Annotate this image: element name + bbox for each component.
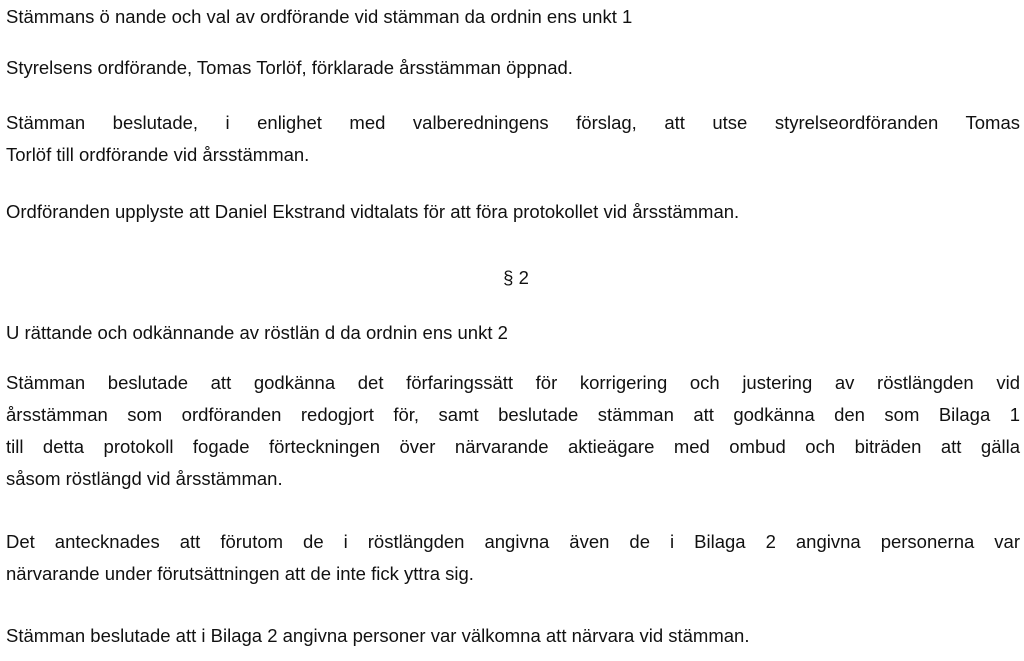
section1-paragraph-2-line-1: Stämman beslutade, i enlighet med valberedningens förslag, att utse styrelseordföranden Tomas — [6, 112, 1020, 133]
section2-paragraph-3: Stämman beslutade att i Bilaga 2 angivna personer var välkomna att närvara vid stämman. — [6, 625, 750, 646]
section2-paragraph-2-line-2: närvarande under förutsättningen att de inte fick yttra sig. — [6, 563, 474, 584]
section2-paragraph-1-line-2: årsstämman som ordföranden redogjort för, samt beslutade stämman att godkänna den som Bilaga 1 — [6, 404, 1020, 425]
section2-paragraph-1-line-4: såsom röstlängd vid årsstämman. — [6, 468, 283, 489]
section2-paragraph-1-line-3: till detta protokoll fogade förteckningen över närvarande aktieägare med ombud och biträden att gälla — [6, 436, 1020, 457]
section2-heading: U rättande och odkännande av röstlän d da ordnin ens unkt 2 — [6, 322, 508, 343]
section2-number: § 2 — [503, 267, 529, 288]
section1-heading: Stämmans ö nande och val av ordförande vid stämman da ordnin ens unkt 1 — [6, 6, 633, 27]
section1-paragraph-1: Styrelsens ordförande, Tomas Torlöf, förklarade årsstämman öppnad. — [6, 57, 573, 78]
section2-paragraph-2-line-1: Det antecknades att förutom de i röstlängden angivna även de i Bilaga 2 angivna personerna var — [6, 531, 1020, 552]
section1-paragraph-3: Ordföranden upplyste att Daniel Ekstrand vidtalats för att föra protokollet vid årsstämman. — [6, 201, 740, 222]
section1-paragraph-2-line-2: Torlöf till ordförande vid årsstämman. — [6, 144, 310, 165]
section2-paragraph-1-line-1: Stämman beslutade att godkänna det förfaringssätt för korrigering och justering av röstlängden vid — [6, 372, 1020, 393]
